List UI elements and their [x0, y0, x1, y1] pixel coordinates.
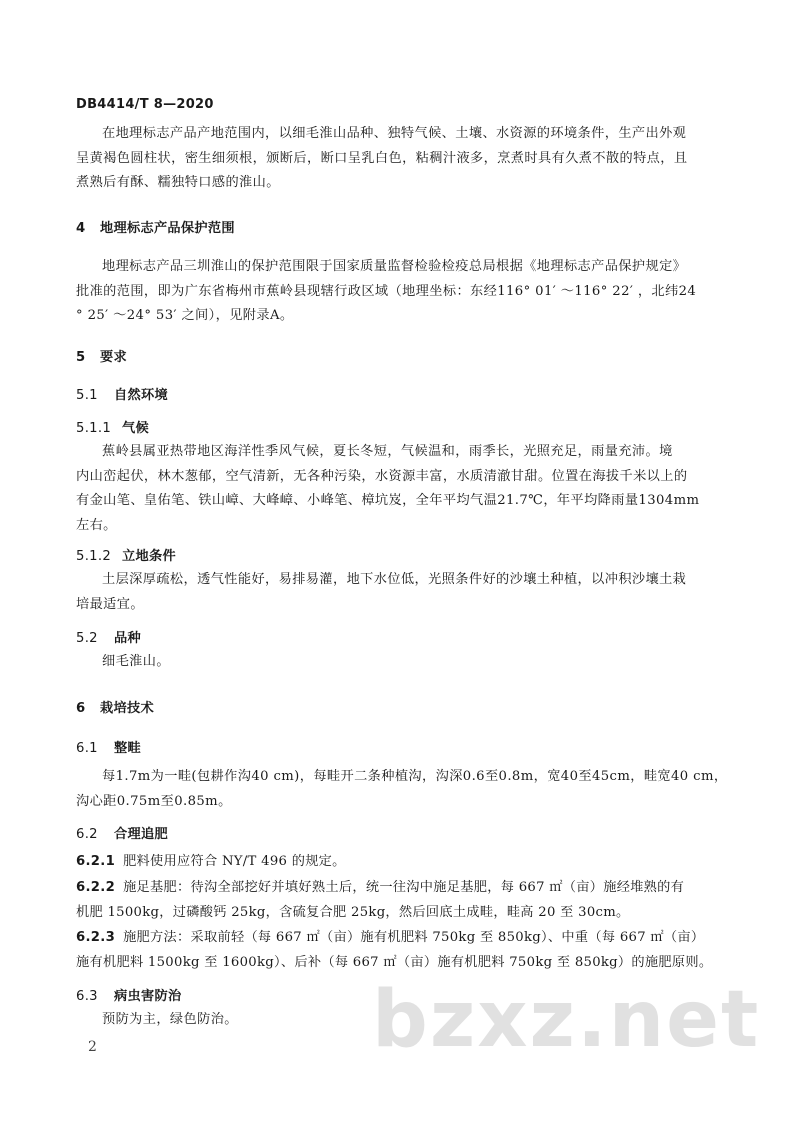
- section-number: 5.1: [76, 388, 98, 403]
- paragraph-line: 地理标志产品三圳淮山的保护范围限于国家质量监督检验检疫总局根据《地理标志产品保护规定》: [102, 259, 687, 274]
- paragraph-line: 内山峦起伏，林木葱郁，空气清新，无各种污染，水资源丰富，水质清澈甘甜。位置在海拔千米以上的: [76, 468, 688, 484]
- section-heading-5-2: [76, 627, 141, 646]
- section-heading-6-3: [76, 985, 181, 1004]
- section-title: 病虫害防治: [114, 989, 182, 1004]
- section-number: 5.2: [76, 631, 98, 646]
- section-number: 5: [76, 350, 86, 365]
- paragraph-line: 有金山笔、皇佑笔、铁山嶂、大峰嶂、小峰笔、樟坑岌，全年平均气温21.7℃，年平均降雨量1304mm: [76, 493, 700, 508]
- section-heading-4: [76, 217, 235, 236]
- clause-text: 施肥方法：采取前轻（每 667 ㎡（亩）施有机肥料 750kg 至 850kg）、中重（每 667 ㎡（亩）: [123, 930, 705, 945]
- clause-text: 施有机肥料 1500kg 至 1600kg）、后补（每 667 ㎡（亩）施有机肥料 750kg 至 850kg）的施肥原则。: [76, 954, 713, 970]
- section-number: 5.1.1: [76, 421, 112, 436]
- paragraph-line: 沟心距0.75m至0.85m。: [76, 793, 232, 809]
- section-5-1-2-paragraph: [76, 568, 716, 617]
- page-number: 2: [88, 1039, 97, 1055]
- section-5-1-1-paragraph: [76, 440, 716, 538]
- section-heading-5-1: [76, 384, 168, 403]
- section-number: 5.1.2: [76, 549, 112, 564]
- clause-text: 肥料使用应符合 NY/T 496 的规定。: [123, 854, 346, 869]
- intro-paragraph: [76, 122, 716, 196]
- paragraph-line: 培最适宜。: [76, 596, 144, 612]
- section-title: 立地条件: [122, 549, 176, 564]
- section-title: 自然环境: [114, 388, 168, 403]
- section-heading-5-1-2: [76, 545, 176, 564]
- section-heading-5: [76, 346, 127, 365]
- clause-6-2-2: [76, 876, 726, 925]
- clause-number: 6.2.1: [76, 854, 116, 869]
- section-heading-6-2: [76, 823, 168, 842]
- section-number: 4: [76, 221, 86, 236]
- section-title: 气候: [122, 421, 149, 436]
- section-number: 6.1: [76, 741, 98, 756]
- clause-6-2-1: [76, 850, 726, 875]
- paragraph-line: 呈黄褐色圆柱状，密生细须根，颁断后，断口呈乳白色，粘稠汁液多，烹煮时具有久煮不散的特点，且: [76, 150, 688, 166]
- paragraph-line: 蕉岭县属亚热带地区海洋性季风气候，夏长冬短，气候温和，雨季长，光照充足，雨量充沛。境: [102, 444, 673, 459]
- section-title: 栽培技术: [100, 701, 154, 716]
- paragraph-line: 左右。: [76, 517, 117, 533]
- paragraph-line: 细毛淮山。: [102, 654, 170, 669]
- paragraph-line: 批准的范围，即为广东省梅州市蕉岭县现辖行政区域（地理坐标：东经116° 01′ ～116° 22′ ，北纬24: [76, 283, 697, 299]
- section-heading-6-1: [76, 737, 141, 756]
- watermark: bzxz.net: [372, 975, 761, 1065]
- standard-code: DB4414/T 8—2020: [76, 97, 214, 112]
- section-4-paragraph: [76, 255, 716, 329]
- paragraph-line: 土层深厚疏松，透气性能好，易排易灌，地下水位低，光照条件好的沙壤土种植，以冲积沙壤土栽: [102, 572, 687, 587]
- clause-number: 6.2.2: [76, 880, 116, 895]
- section-number: 6: [76, 701, 86, 716]
- clause-6-2-3: [76, 926, 726, 975]
- section-number: 6.3: [76, 989, 98, 1004]
- section-number: 6.2: [76, 827, 98, 842]
- paragraph-line: 预防为主，绿色防治。: [102, 1012, 238, 1027]
- paragraph-line: ° 25′ ～24° 53′ 之间），见附录A。: [76, 308, 294, 323]
- section-title: 整畦: [114, 741, 141, 756]
- clause-text: 机肥 1500kg，过磷酸钙 25kg，含硫复合肥 25kg，然后回底土成畦，畦高 20 至 30cm。: [76, 904, 630, 920]
- paragraph-line: 煮熟后有酥、糯独特口感的淮山。: [76, 175, 280, 190]
- clause-number: 6.2.3: [76, 930, 116, 945]
- section-6-1-paragraph: [76, 765, 728, 814]
- section-title: 合理追肥: [114, 827, 168, 842]
- paragraph-line: 每1.7m为一畦(包耕作沟40 cm)，每畦开二条种植沟，沟深0.6至0.8m，宽40至45cm，畦宽40 cm，: [102, 769, 728, 784]
- section-heading-6: [76, 697, 154, 716]
- paragraph-line: 在地理标志产品产地范围内，以细毛淮山品种、独特气候、土壤、水资源的环境条件，生产出外观: [102, 126, 687, 141]
- section-heading-5-1-1: [76, 417, 149, 436]
- clause-text: 施足基肥：待沟全部挖好并填好熟土后，统一往沟中施足基肥，每 667 ㎡（亩）施经堆熟的有: [123, 880, 685, 895]
- section-title: 品种: [114, 631, 141, 646]
- section-title: 要求: [100, 350, 127, 365]
- section-title: 地理标志产品保护范围: [100, 221, 235, 236]
- section-5-2-paragraph: [76, 650, 716, 675]
